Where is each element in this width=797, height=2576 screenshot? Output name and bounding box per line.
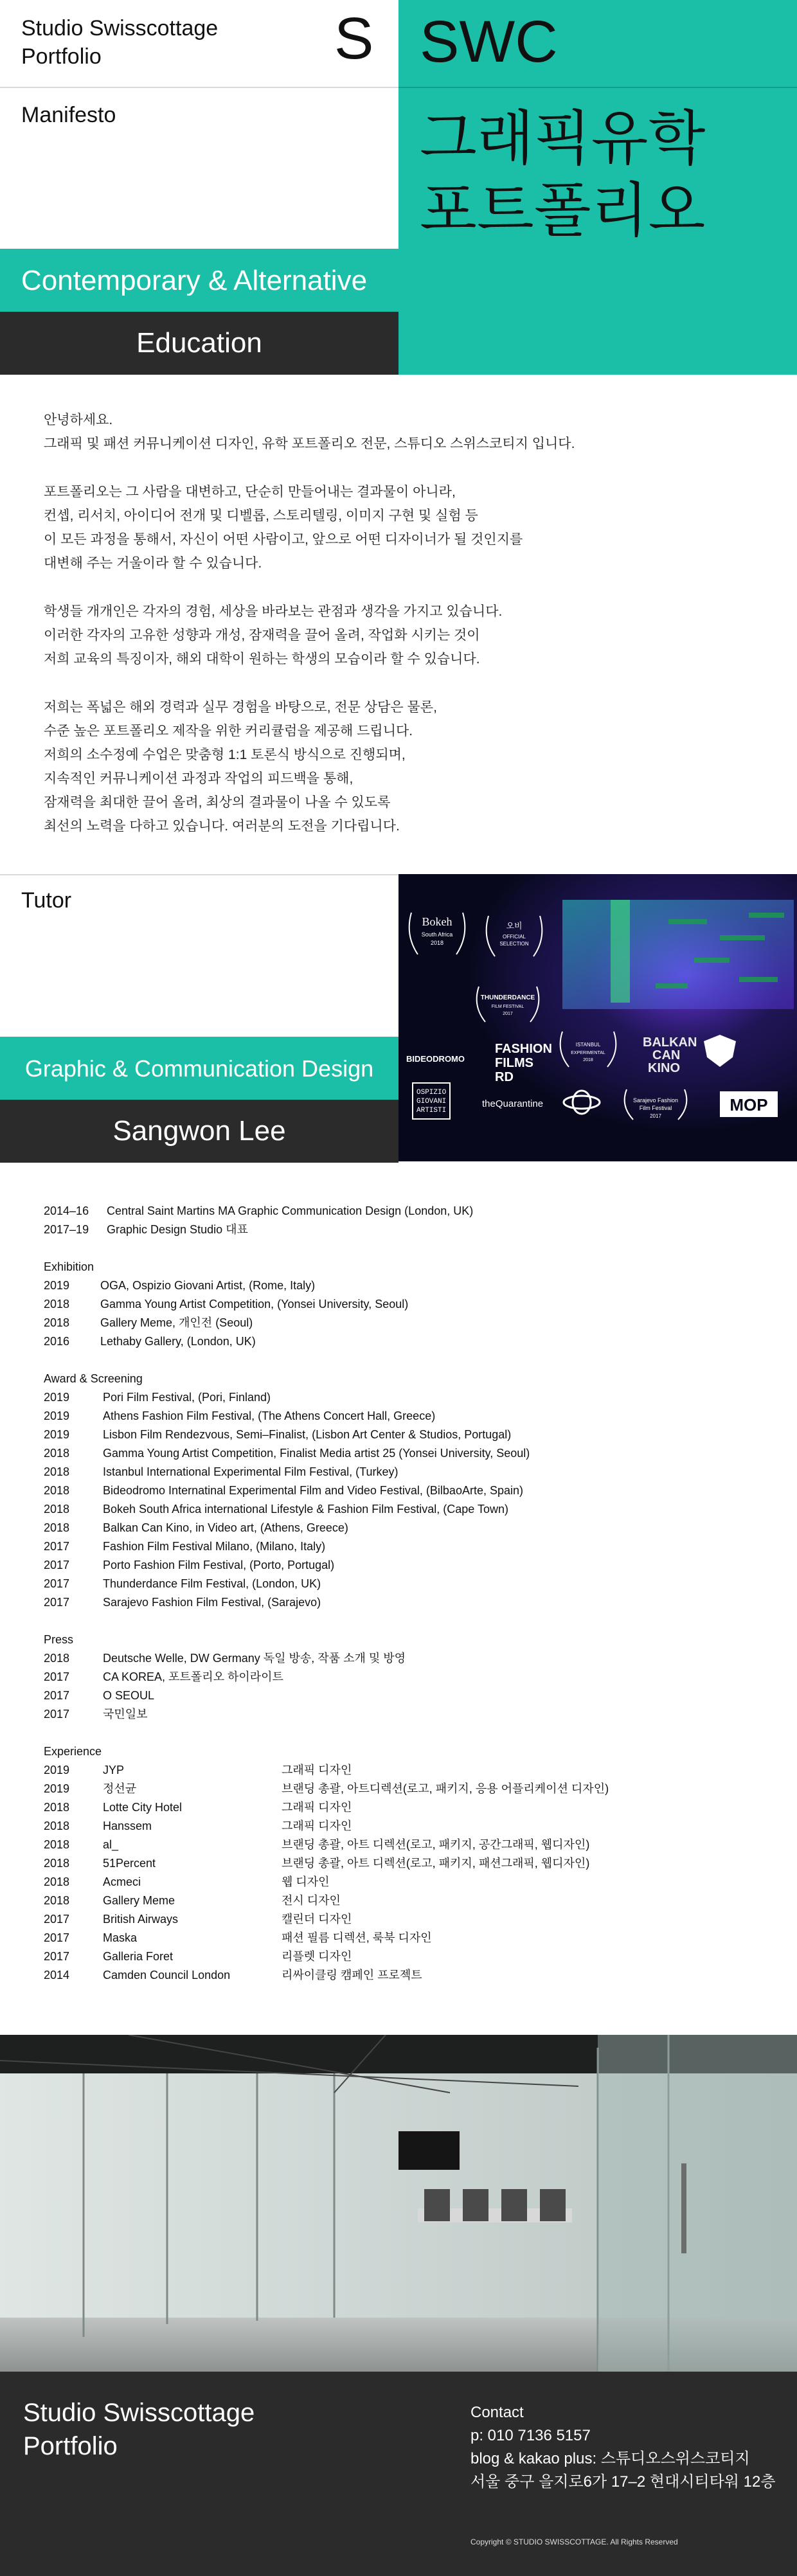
laurel-thunderdance-title: THUNDERDANCE [480, 994, 535, 1001]
intro-text [44, 408, 751, 863]
cv-text: Pori Film Festival, (Pori, Finland) [103, 1391, 271, 1404]
wall-monitor [398, 2131, 460, 2170]
festival-laurels-image [398, 874, 797, 1161]
logo-balkan-2: CAN [652, 1048, 681, 1062]
tutor-discipline-label: Graphic & Communication Design [24, 1055, 374, 1082]
laurel-istanbul-year: 2018 [583, 1058, 593, 1062]
contact-address: 서울 중구 을지로6가 17–2 현대시티타워 12층 [470, 2473, 776, 2491]
cv-year: 2018 [44, 1875, 70, 1888]
cv-text: OGA, Ospizio Giovani Artist, (Rome, Italy) [100, 1279, 316, 1292]
intro-line: 그래픽 및 패션 커뮤니케이션 디자인, 유학 포트폴리오 전문, 스튜디오 스위스코티지 입니다. [44, 436, 575, 451]
cv-text: Gamma Young Artist Competition, (Yonsei University, Seoul) [100, 1298, 409, 1310]
intro-line: 이 모든 과정을 통해서, 자신이 어떤 사람이고, 앞으로 어떤 디자이너가 될 것인지를 [44, 532, 523, 547]
cv-text: Bokeh South Africa international Lifestyle & Fashion Film Festival, (Cape Town) [103, 1503, 508, 1516]
experience-list [44, 1761, 757, 1985]
laurel-official-sub: OFFICIAL [502, 934, 526, 940]
list-item [44, 1947, 757, 1966]
laurel-istanbul-title: ISTANBUL [575, 1042, 601, 1048]
list-item [44, 1798, 757, 1817]
cv-text: al_ [103, 1838, 119, 1851]
contemporary-band-label: Contemporary & Alternative [21, 265, 368, 296]
press-list [44, 1649, 757, 1724]
cv-text: Graphic Design Studio 대표 [107, 1223, 248, 1236]
exhibition-list [44, 1276, 757, 1351]
cv-year: 2017 [44, 1950, 70, 1963]
cv-year: 2018 [44, 1857, 70, 1870]
laurel-bokeh-year: 2018 [430, 940, 444, 946]
cv-year: 2017 [44, 1670, 70, 1683]
footer-brand-line-2: Portfolio [23, 2432, 118, 2460]
cv-year: 2014–16 [44, 1204, 89, 1217]
brand-initial: S [334, 6, 374, 71]
cv-year: 2016 [44, 1335, 70, 1348]
list-item [44, 1407, 757, 1426]
list-item [44, 1892, 757, 1910]
list-item [44, 1686, 757, 1705]
tutor-left-panel [0, 874, 398, 1161]
list-item [44, 1910, 757, 1929]
intro-line: 학생들 개개인은 각자의 경험, 세상을 바라보는 관점과 생각을 가지고 있습니다. [44, 604, 503, 619]
cv-role: 패션 필름 디렉션, 룩북 디자인 [282, 1931, 432, 1944]
cv-text: 국민일보 [103, 1708, 148, 1721]
cv-text: Acmeci [103, 1875, 141, 1888]
list-item [44, 1854, 757, 1873]
tutor-heading: Tutor [21, 888, 72, 913]
intro-line: 저희 교육의 특징이자, 해외 대학이 원하는 학생의 모습이라 할 수 있습니다. [44, 652, 480, 666]
list-item [44, 1929, 757, 1947]
cv-year: 2017 [44, 1708, 70, 1721]
cv-text: Central Saint Martins MA Graphic Communication Design (London, UK) [107, 1204, 474, 1217]
laurel-sarajevo-title: Sarajevo Fashion [632, 1097, 679, 1104]
office-interior-image [0, 2035, 797, 2372]
hero-section [0, 0, 797, 375]
list-item [44, 1593, 757, 1612]
cv-year: 2018 [44, 1652, 70, 1665]
footer-brand[interactable] [23, 2396, 255, 2463]
laurel-official-year: SELECTION [499, 941, 529, 947]
press-heading: Press [44, 1633, 74, 1646]
list-item [44, 1202, 757, 1221]
cv-text: Fashion Film Festival Milano, (Milano, Italy) [103, 1540, 326, 1553]
hero-title-line-2: 포트폴리오 [420, 178, 706, 244]
intro-line: 포트폴리오는 그 사람을 대변하고, 단순히 만들어내는 결과물이 아니라, [44, 485, 456, 499]
tutor-section [0, 874, 797, 1161]
divider [0, 87, 398, 88]
intro-paragraph-3 [44, 600, 751, 671]
cv-text: Maska [103, 1931, 138, 1944]
cv-year: 2017 [44, 1596, 70, 1609]
laurel-istanbul-sub: EXPERIMENTAL [571, 1051, 605, 1055]
award-heading: Award & Screening [44, 1372, 143, 1385]
cv-year: 2019 [44, 1279, 70, 1292]
office-photo [0, 2035, 797, 2372]
cv-year: 2017 [44, 1689, 70, 1702]
cv-text: Hanssem [103, 1820, 152, 1832]
intro-line: 대변해 주는 거울이라 할 수 있습니다. [44, 556, 262, 571]
tutor-name-band [0, 1100, 398, 1163]
list-item [44, 1276, 757, 1295]
cv-year: 2019 [44, 1409, 70, 1422]
list-item [44, 1575, 757, 1593]
hero-left-panel [0, 0, 398, 375]
cv-year: 2018 [44, 1820, 70, 1832]
logo-balkan-3: KINO [648, 1061, 680, 1075]
cv-text: Gallery Meme, 개인전 (Seoul) [100, 1316, 253, 1329]
intro-line: 최선의 노력을 다하고 있습니다. 여러분의 도전을 기다립니다. [44, 819, 400, 834]
cv-text: Bideodromo Internatinal Experimental Film and Video Festival, (BilbaoArte, Spain) [103, 1484, 523, 1497]
cv-text: Lethaby Gallery, (London, UK) [100, 1335, 256, 1348]
swc-title: SWC [420, 9, 558, 75]
cv-year: 2018 [44, 1484, 70, 1497]
list-item [44, 1481, 757, 1500]
divider [398, 87, 797, 88]
contact-heading: Contact [470, 2404, 524, 2421]
cv-year: 2017 [44, 1913, 70, 1926]
footer-brand-line-1: Studio Swisscottage [23, 2399, 255, 2427]
intro-line: 컨셉, 리서치, 아이디어 전개 및 디벨롭, 스토리텔링, 이미지 구현 및 실험 등 [44, 508, 478, 523]
cv-year: 2018 [44, 1894, 70, 1907]
cv-text: Sarajevo Fashion Film Festival, (Sarajevo) [103, 1596, 321, 1609]
brand-line-1: Studio Swisscottage [21, 16, 219, 40]
logo-ospizio-2: GIOVANI [416, 1098, 447, 1105]
contact-blog[interactable]: blog & kakao plus: 스튜디오스위스코티지 [470, 2450, 750, 2467]
footer [0, 2372, 797, 2576]
cv-role: 리플렛 디자인 [282, 1950, 352, 1963]
manifesto-heading: Manifesto [21, 103, 116, 127]
hero-korean-title [420, 103, 705, 247]
cv-text: CA KOREA, 포트폴리오 하이라이트 [103, 1670, 283, 1683]
cv-text: Lisbon Film Rendezvous, Semi–Finalist, (Lisbon Art Center & Studios, Portugal) [103, 1428, 512, 1441]
list-item [44, 1519, 757, 1537]
list-item [44, 1463, 757, 1481]
logo-balkan-1: BALKAN [643, 1035, 697, 1050]
list-item [44, 1817, 757, 1836]
cv-text: Deutsche Welle, DW Germany 독일 방송, 작품 소개 및 방영 [103, 1652, 406, 1665]
laurel-bokeh-title: Bokeh [422, 915, 452, 928]
cv-role: 그래픽 디자인 [282, 1820, 352, 1832]
tutor-cv [44, 1202, 757, 1985]
brand-line-2: Portfolio [21, 44, 102, 69]
list-item [44, 1388, 757, 1407]
footer-contact [470, 2401, 776, 2494]
cv-role: 그래픽 디자인 [282, 1801, 352, 1814]
laurel-bokeh-sub: South Africa [421, 931, 453, 938]
cv-role: 전시 디자인 [282, 1894, 341, 1907]
cv-year: 2018 [44, 1316, 70, 1329]
cv-year: 2017 [44, 1540, 70, 1553]
cv-text: Porto Fashion Film Festival, (Porto, Portugal) [103, 1559, 335, 1571]
cv-year: 2018 [44, 1447, 70, 1460]
cv-text: 정선균 [103, 1782, 137, 1795]
cv-text: British Airways [103, 1913, 179, 1926]
door-handle [681, 2163, 686, 2253]
intro-line: 잠재력을 최대한 끌어 올려, 최상의 결과물이 나올 수 있도록 [44, 795, 391, 810]
laurel-thunderdance-sub: FILM FESTIVAL [491, 1005, 524, 1009]
cv-text: Galleria Foret [103, 1950, 174, 1963]
list-item [44, 1761, 757, 1780]
logo-bideodromo: BIDEODROMO [406, 1054, 465, 1064]
hero-right-panel [398, 0, 797, 375]
cv-role: 브랜딩 총괄, 아트 디렉션(로고, 패키지, 패션그래픽, 웹디자인) [282, 1857, 590, 1870]
cv-year: 2018 [44, 1298, 70, 1310]
list-item [44, 1426, 757, 1444]
cv-year: 2017 [44, 1931, 70, 1944]
intro-line: 저희는 폭넓은 해외 경력과 실무 경험을 바탕으로, 전문 상담은 물론, [44, 700, 437, 715]
cv-role: 그래픽 디자인 [282, 1764, 352, 1776]
cv-role: 브랜딩 총괄, 아트디렉션(로고, 패키지, 응용 어플리케이션 디자인) [282, 1782, 609, 1795]
logo-ospizio-3: ARTISTI [416, 1107, 447, 1114]
tutor-discipline-band [0, 1037, 398, 1100]
intro-line: 이러한 각자의 고유한 성향과 개성, 잠재력을 끌어 올려, 작업화 시키는 것이 [44, 628, 480, 643]
list-item [44, 1332, 757, 1351]
brand-name[interactable] [21, 14, 218, 71]
cv-year: 2017 [44, 1559, 70, 1571]
list-item [44, 1444, 757, 1463]
cv-role: 캘린더 디자인 [282, 1913, 352, 1926]
cv-education [44, 1202, 757, 1239]
cv-text: Gallery Meme [103, 1894, 175, 1907]
festival-laurels-graphic [398, 874, 797, 1161]
intro-line: 수준 높은 포트폴리오 제작을 위한 커리큘럼을 제공해 드립니다. [44, 724, 413, 738]
cv-text: Athens Fashion Film Festival, (The Athens Concert Hall, Greece) [103, 1409, 436, 1422]
tutor-name: Sangwon Lee [112, 1115, 286, 1147]
intro-line: 지속적인 커뮤니케이션 과정과 작업의 피드백을 통해, [44, 771, 354, 786]
cv-text: Camden Council London [103, 1969, 231, 1981]
list-item [44, 1649, 757, 1668]
award-list [44, 1388, 757, 1612]
laurel-sarajevo-sub: Film Festival [639, 1105, 672, 1111]
logo-fashion-films-2: FILMS [495, 1056, 533, 1070]
list-item [44, 1500, 757, 1519]
exhibition-heading: Exhibition [44, 1260, 94, 1273]
cv-year: 2019 [44, 1391, 70, 1404]
list-item [44, 1556, 757, 1575]
cv-role: 웹 디자인 [282, 1875, 330, 1888]
education-band [0, 312, 398, 375]
cv-year: 2018 [44, 1801, 70, 1814]
list-item [44, 1780, 757, 1798]
list-item [44, 1295, 757, 1314]
cv-year: 2019 [44, 1782, 70, 1795]
laurel-official-title: 오비 [506, 921, 523, 931]
list-item [44, 1537, 757, 1556]
cv-year: 2019 [44, 1764, 70, 1776]
cv-year: 2017–19 [44, 1223, 89, 1236]
copyright: Copyright © STUDIO SWISSCOTTAGE. All Rights Reserved [470, 2537, 678, 2546]
cv-text: 51Percent [103, 1857, 156, 1870]
contact-phone[interactable]: p: 010 7136 5157 [470, 2427, 591, 2444]
logo-fashion-films-3: RD [495, 1070, 514, 1084]
cv-text: JYP [103, 1764, 125, 1776]
logo-fashion-films-1: FASHION [495, 1042, 552, 1056]
cv-text: Istanbul International Experimental Film Festival, (Turkey) [103, 1465, 398, 1478]
logo-mop: MOP [730, 1095, 768, 1114]
contemporary-band [0, 249, 398, 312]
list-item [44, 1668, 757, 1686]
cv-year: 2018 [44, 1465, 70, 1478]
cv-year: 2018 [44, 1521, 70, 1534]
cv-text: Gamma Young Artist Competition, Finalist Media artist 25 (Yonsei University, Seoul) [103, 1447, 530, 1460]
logo-quarantine: theQuarantine [482, 1098, 544, 1109]
laurel-thunderdance-year: 2017 [503, 1012, 513, 1016]
list-item [44, 1966, 757, 1985]
cv-year: 2018 [44, 1838, 70, 1851]
laurel-sarajevo-year: 2017 [650, 1113, 661, 1119]
list-item [44, 1314, 757, 1332]
cv-year: 2014 [44, 1969, 70, 1981]
list-item [44, 1221, 757, 1239]
list-item [44, 1705, 757, 1724]
cv-year: 2018 [44, 1503, 70, 1516]
cv-year: 2019 [44, 1428, 70, 1441]
cv-text: Lotte City Hotel [103, 1801, 183, 1814]
list-item [44, 1873, 757, 1892]
logo-ospizio-1: OSPIZIO [416, 1089, 447, 1096]
cv-text: O SEOUL [103, 1689, 155, 1702]
cv-text: Balkan Can Kino, in Video art, (Athens, Greece) [103, 1521, 348, 1534]
stage-light [611, 900, 630, 1003]
intro-line: 안녕하세요. [44, 413, 113, 427]
hero-title-line-1: 그래픽유학 [420, 106, 706, 172]
cv-role: 리싸이클링 캠페인 프로젝트 [282, 1969, 422, 1981]
education-band-label: Education [136, 327, 262, 359]
intro-paragraph-1 [44, 408, 751, 456]
glass-door [598, 2035, 797, 2372]
cv-text: Thunderdance Film Festival, (London, UK) [103, 1577, 321, 1590]
intro-paragraph-2 [44, 480, 751, 575]
list-item [44, 1836, 757, 1854]
intro-line: 저희의 소수정예 수업은 맞춤형 1:1 토론식 방식으로 진행되며, [44, 747, 406, 762]
experience-heading: Experience [44, 1745, 102, 1758]
cv-year: 2017 [44, 1577, 70, 1590]
intro-paragraph-4 [44, 695, 751, 838]
cv-role: 브랜딩 총괄, 아트 디렉션(로고, 패키지, 공간그래픽, 웹디자인) [282, 1838, 590, 1851]
